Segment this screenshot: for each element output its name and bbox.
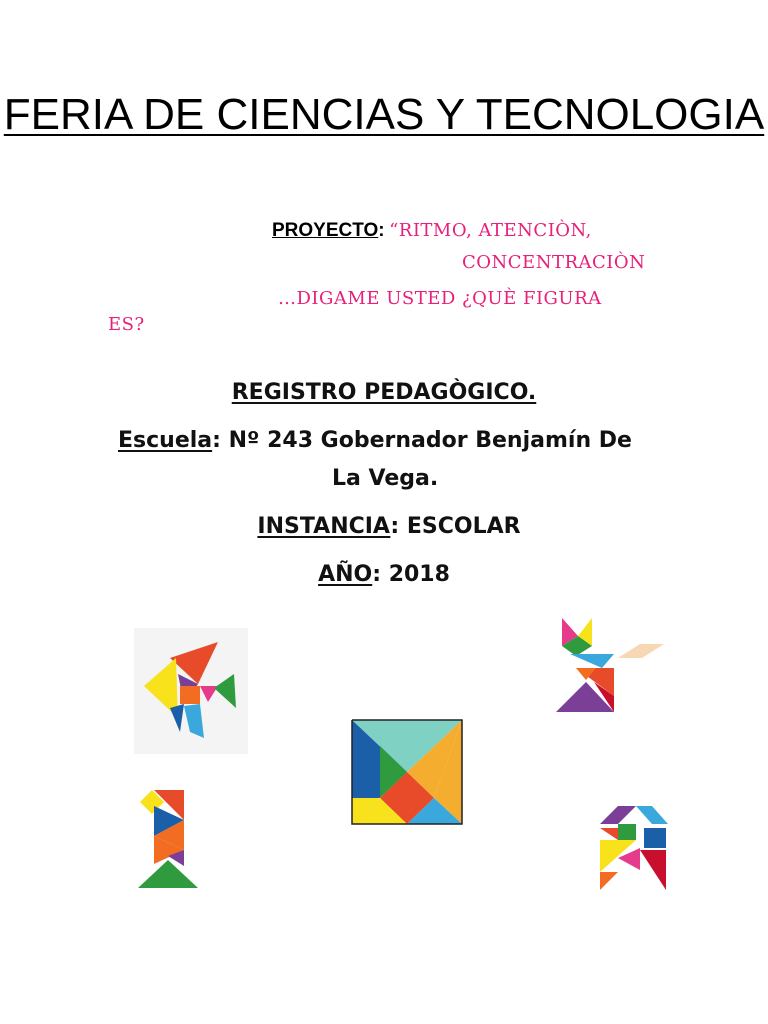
escuela-value-1: Nº 243 Gobernador Benjamín De [228,428,632,453]
escuela-line-1: Escuela: Nº 243 Gobernador Benjamín De [118,428,632,453]
anio-label: AÑO [318,562,373,587]
instancia-line: INSTANCIA: ESCOLAR [257,514,521,539]
document-title-text: FERIA DE CIENCIAS Y TECNOLOGIA [3,90,765,139]
tangram-cat-icon [556,618,664,712]
anio-value: 2018 [388,562,450,587]
project-label: PROYECTO: [272,220,385,241]
escuela-value-2: La Vega. [332,466,439,491]
document-title [0,88,768,142]
escuela-label: Escuela [118,428,213,453]
anio-line: AÑO: 2018 [318,562,450,587]
project-title-line-1: “RITMO, ATENCIÒN, [389,220,592,241]
project-title-line-4: ES? [108,314,145,335]
tangram-fish-icon [134,628,248,754]
instancia-label: INSTANCIA [257,514,391,539]
project-title-line-3: …DIGAME USTED ¿QUÈ FIGURA [278,288,602,309]
project-line-1 [272,220,592,242]
registro-heading: REGISTRO PEDAGÒGICO. [231,380,537,405]
tangram-house-icon [600,806,668,890]
tangram-square-icon [352,720,462,824]
tangram-person-icon [138,790,198,888]
instancia-value: ESCOLAR [406,514,521,539]
project-title-line-2: CONCENTRACIÒN [462,252,646,273]
